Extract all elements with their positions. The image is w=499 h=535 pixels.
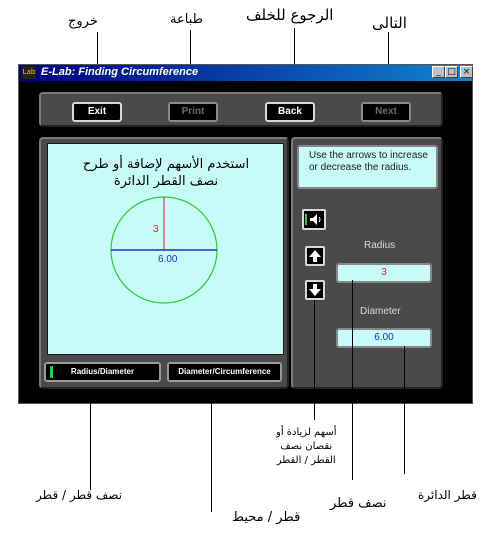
decrease-radius-button[interactable]	[305, 280, 325, 300]
annotation-arrows-line-2: نقصان نصف	[280, 441, 333, 452]
annotation-diameter: قطر الدائرة	[418, 488, 477, 502]
leader-diameter-circumference	[211, 392, 212, 512]
title-bar	[19, 65, 472, 81]
annotation-print: طباعة	[170, 12, 203, 27]
annotation-radius: نصف قطر	[330, 496, 387, 511]
window-title: E-Lab: Finding Circumference	[41, 66, 199, 78]
print-button: Print	[168, 102, 218, 122]
radius-diameter-label: Radius/Diameter	[70, 367, 135, 376]
annotation-arrows-line-1: أسهم لزيادة أو	[276, 427, 337, 438]
speaker-icon	[304, 211, 324, 228]
circle-diagram	[48, 144, 285, 356]
radius-diameter-button[interactable]	[44, 362, 161, 382]
diameter-label: Diameter	[360, 306, 401, 317]
sound-button[interactable]	[302, 209, 326, 230]
annotation-next: التالى	[372, 14, 407, 32]
leader-radius-diameter	[90, 392, 91, 490]
minimize-button[interactable]: _	[432, 66, 445, 78]
next-button: Next	[361, 102, 411, 122]
exit-button[interactable]: Exit	[72, 102, 122, 122]
leader-diameter	[404, 346, 405, 474]
annotation-arrows-line-3: القطر / القطر	[276, 455, 336, 466]
leader-arrows	[314, 300, 315, 420]
radius-diameter-indicator	[50, 366, 53, 378]
arrow-up-icon	[307, 248, 323, 264]
close-button[interactable]: ×	[460, 66, 473, 78]
radius-value-field: 3	[336, 263, 432, 283]
leader-radius	[352, 280, 353, 480]
diameter-value-field: 6.00	[336, 328, 432, 348]
app-icon: Lab	[22, 66, 36, 79]
canvas-diameter-value: 6.00	[158, 254, 178, 265]
back-button[interactable]: Back	[265, 102, 315, 122]
annotation-arrows	[276, 426, 336, 468]
annotation-exit: خروج	[68, 14, 98, 29]
radius-label: Radius	[364, 240, 396, 251]
drawing-canvas	[47, 143, 284, 355]
instruction-line-1: استخدم الأسهم لإضافة أو طرح	[82, 157, 250, 172]
arrow-down-icon	[307, 282, 323, 298]
annotation-back: الرجوع للخلف	[246, 6, 334, 24]
annotation-diameter-circumference: قطر / محيط	[232, 510, 301, 525]
instruction-line-2: نصف القطر الدائرة	[113, 174, 219, 189]
info-box: Use the arrows to increase or decrease the radius.	[297, 145, 438, 189]
maximize-button[interactable]: □	[445, 66, 458, 78]
diameter-circumference-button[interactable]: Diameter/Circumference	[167, 362, 282, 382]
annotation-radius-diameter: نصف قطر / قطر	[36, 488, 123, 502]
increase-radius-button[interactable]	[305, 246, 325, 266]
canvas-radius-value: 3	[153, 224, 159, 235]
